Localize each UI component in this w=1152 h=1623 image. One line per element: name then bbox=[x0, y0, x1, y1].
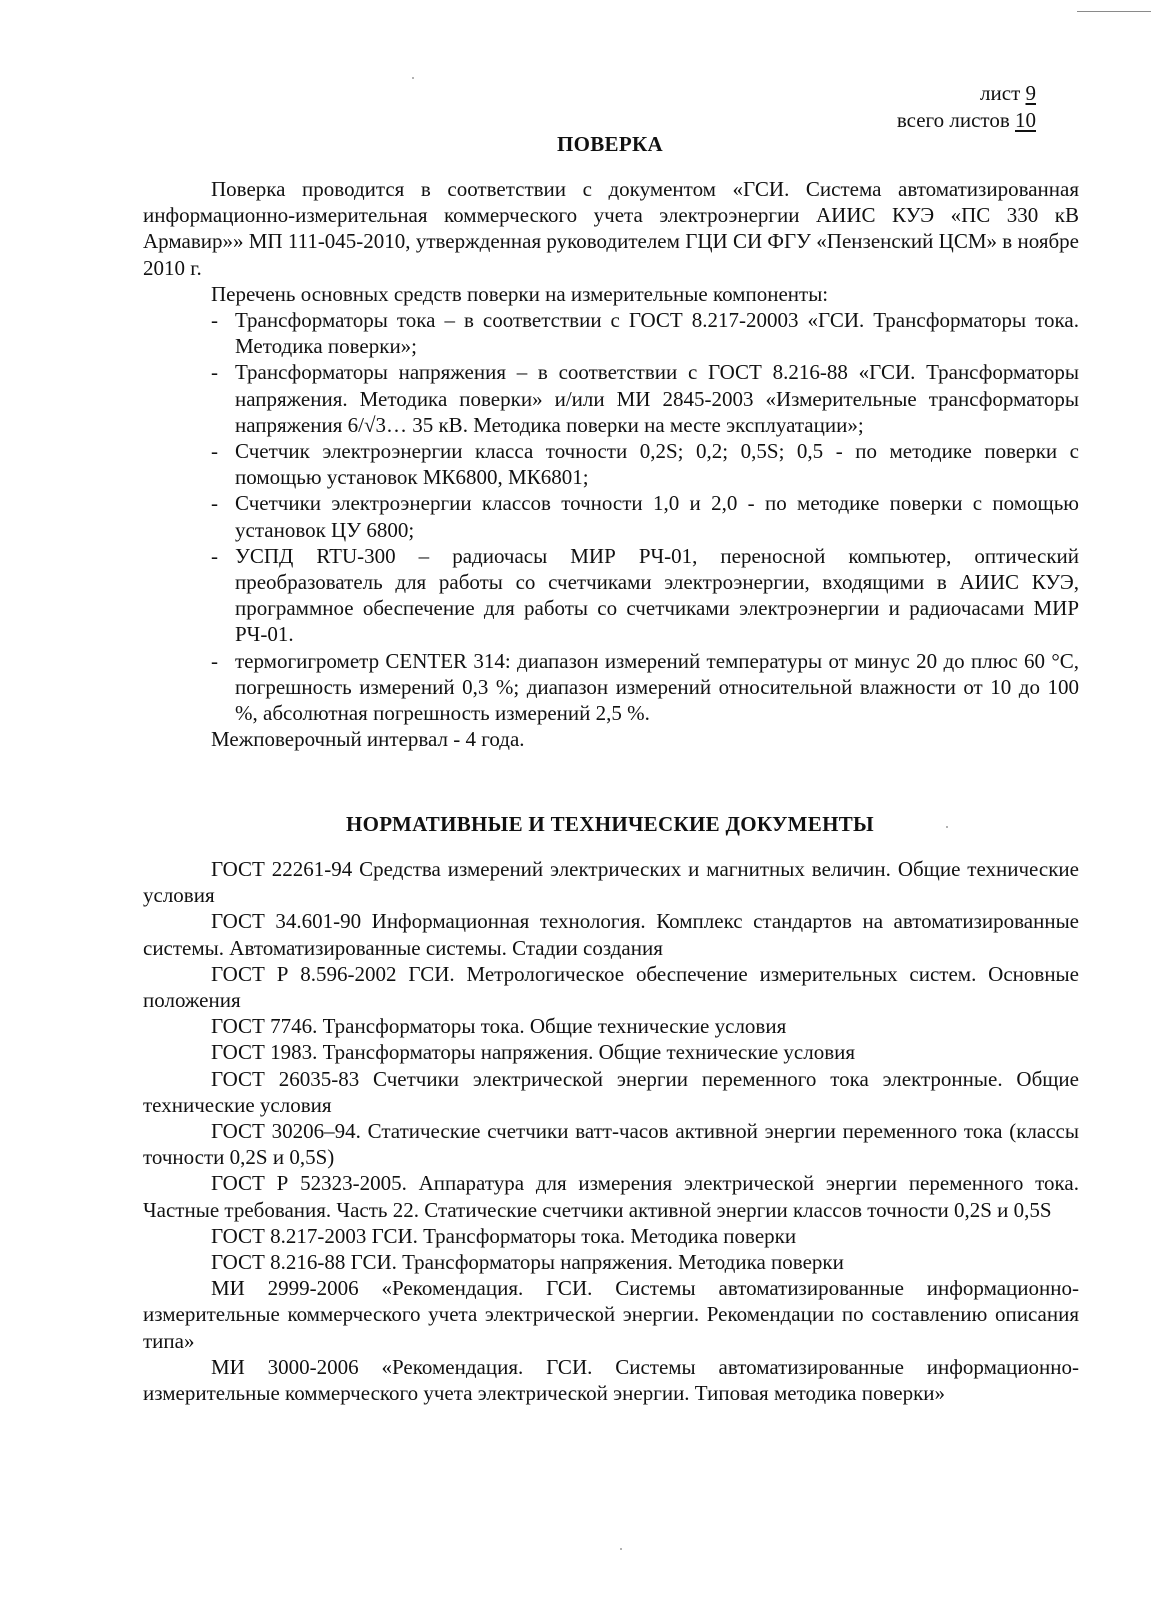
list-item: - Счетчики электроэнергии классов точности 1,0 и 2,0 - по методике поверки с помощью установок ЦУ 6800; bbox=[211, 491, 1079, 542]
document-ref: МИ 3000-2006 «Рекомендация. ГСИ. Системы автоматизированные информационно-измерительные коммерческого учета электрической энергии. Типовая методика поверки» bbox=[143, 1354, 1079, 1406]
document-ref: ГОСТ Р 8.596-2002 ГСИ. Метрологическое обеспечение измерительных систем. Основные положения bbox=[143, 961, 1079, 1013]
document-ref: ГОСТ 7746. Трансформаторы тока. Общие технические условия bbox=[211, 1014, 787, 1039]
total-sheets-line bbox=[897, 107, 1036, 134]
sheet-label: лист bbox=[980, 81, 1021, 105]
normative-title: НОРМАТИВНЫЕ И ТЕХНИЧЕСКИЕ ДОКУМЕНТЫ bbox=[346, 812, 874, 836]
document-ref: ГОСТ Р 52323-2005. Аппаратура для измерения электрической энергии переменного тока. Частные требования. Часть 22. Статические счетчики активной энергии классов точности 0,2S и 0,5S bbox=[143, 1171, 1079, 1222]
verification-tools-list bbox=[143, 307, 1079, 726]
total-sheets-number: 10 bbox=[1015, 108, 1036, 132]
list-item: - УСПД RTU-300 – радиочасы МИР РЧ-01, переносной компьютер, оптический преобразователь для работы со счетчиками электроэнергии, входящими в АИИС КУЭ, программное обеспечение для работы со счетчиками электроэнергии и радиочасами МИР РЧ-01. bbox=[211, 543, 1079, 647]
normative-section bbox=[143, 856, 1079, 1406]
document-ref: МИ 2999-2006 «Рекомендация. ГСИ. Системы автоматизированные информационно-измерительные коммерческого учета электрической энергии. Рекомендации по составлению описания типа» bbox=[143, 1276, 1079, 1353]
document-ref: ГОСТ 8.216-88 ГСИ. Трансформаторы напряжения. Методика поверки bbox=[211, 1250, 844, 1275]
sheet-info bbox=[897, 80, 1036, 134]
document-ref: ГОСТ 26035-83 Счетчики электрической энергии переменного тока электронные. Общие технические условия bbox=[143, 1066, 1079, 1117]
sheet-number-line bbox=[897, 80, 1036, 107]
list-item: - Трансформаторы напряжения – в соответствии с ГОСТ 8.216-88 «ГСИ. Трансформаторы напряжения. Методика поверки» и/или МИ 2845-2003 «Измерительные трансформаторы напряжения 6/√3… 35 кВ. Методика поверки на месте эксплуатации»; bbox=[211, 360, 1079, 437]
list-item: - Трансформаторы тока – в соответствии с ГОСТ 8.217-20003 «ГСИ. Трансформаторы тока. Методика поверки»; bbox=[211, 308, 1079, 359]
document-ref: ГОСТ 8.217-2003 ГСИ. Трансформаторы тока. Методика поверки bbox=[211, 1223, 797, 1248]
scan-speck bbox=[412, 77, 414, 79]
document-ref: ГОСТ 22261-94 Средства измерений электрических и магнитных величин. Общие технические условия bbox=[143, 857, 1079, 908]
verification-section bbox=[143, 176, 1079, 752]
list-item: - термогигрометр CENTER 314: диапазон измерений температуры от минус 20 до плюс 60 °С, погрешность измерений 0,3 %; диапазон измерений относительной влажности от 10 до 100 %, абсолютная погрешность измерений 2,5 %. bbox=[211, 648, 1079, 726]
document-ref: ГОСТ 30206–94. Статические счетчики ватт-часов активной энергии переменного тока (классы точности 0,2S и 0,5S) bbox=[143, 1119, 1079, 1170]
scan-speck bbox=[620, 1548, 622, 1550]
total-sheets-label: всего листов bbox=[896, 108, 1010, 132]
verification-interval: Межповерочный интервал - 4 года. bbox=[211, 727, 525, 752]
verification-intro: Поверка проводится в соответствии с документом «ГСИ. Система автоматизированная информационно-измерительная коммерческого учета электроэнергии АИИС КУЭ «ПС 330 кВ Армавир»» МП 111-045-2010, утвержденная руководителем ГЦИ СИ ФГУ «Пензенский ЦСМ» в ноябре 2010 г. bbox=[143, 177, 1079, 280]
verification-list-heading: Перечень основных средств поверки на измерительные компоненты: bbox=[211, 281, 829, 306]
sheet-number: 9 bbox=[1025, 81, 1036, 105]
document-ref: ГОСТ 1983. Трансформаторы напряжения. Общие технические условия bbox=[211, 1040, 856, 1065]
list-item: - Счетчик электроэнергии класса точности 0,2S; 0,2; 0,5S; 0,5 - по методике поверки с помощью установок МК6800, МК6801; bbox=[211, 439, 1079, 490]
verification-title: ПОВЕРКА bbox=[556, 132, 663, 156]
document-ref: ГОСТ 34.601-90 Информационная технология. Комплекс стандартов на автоматизированные системы. Автоматизированные системы. Стадии создания bbox=[143, 909, 1079, 960]
scan-artifact-line bbox=[1077, 11, 1151, 12]
